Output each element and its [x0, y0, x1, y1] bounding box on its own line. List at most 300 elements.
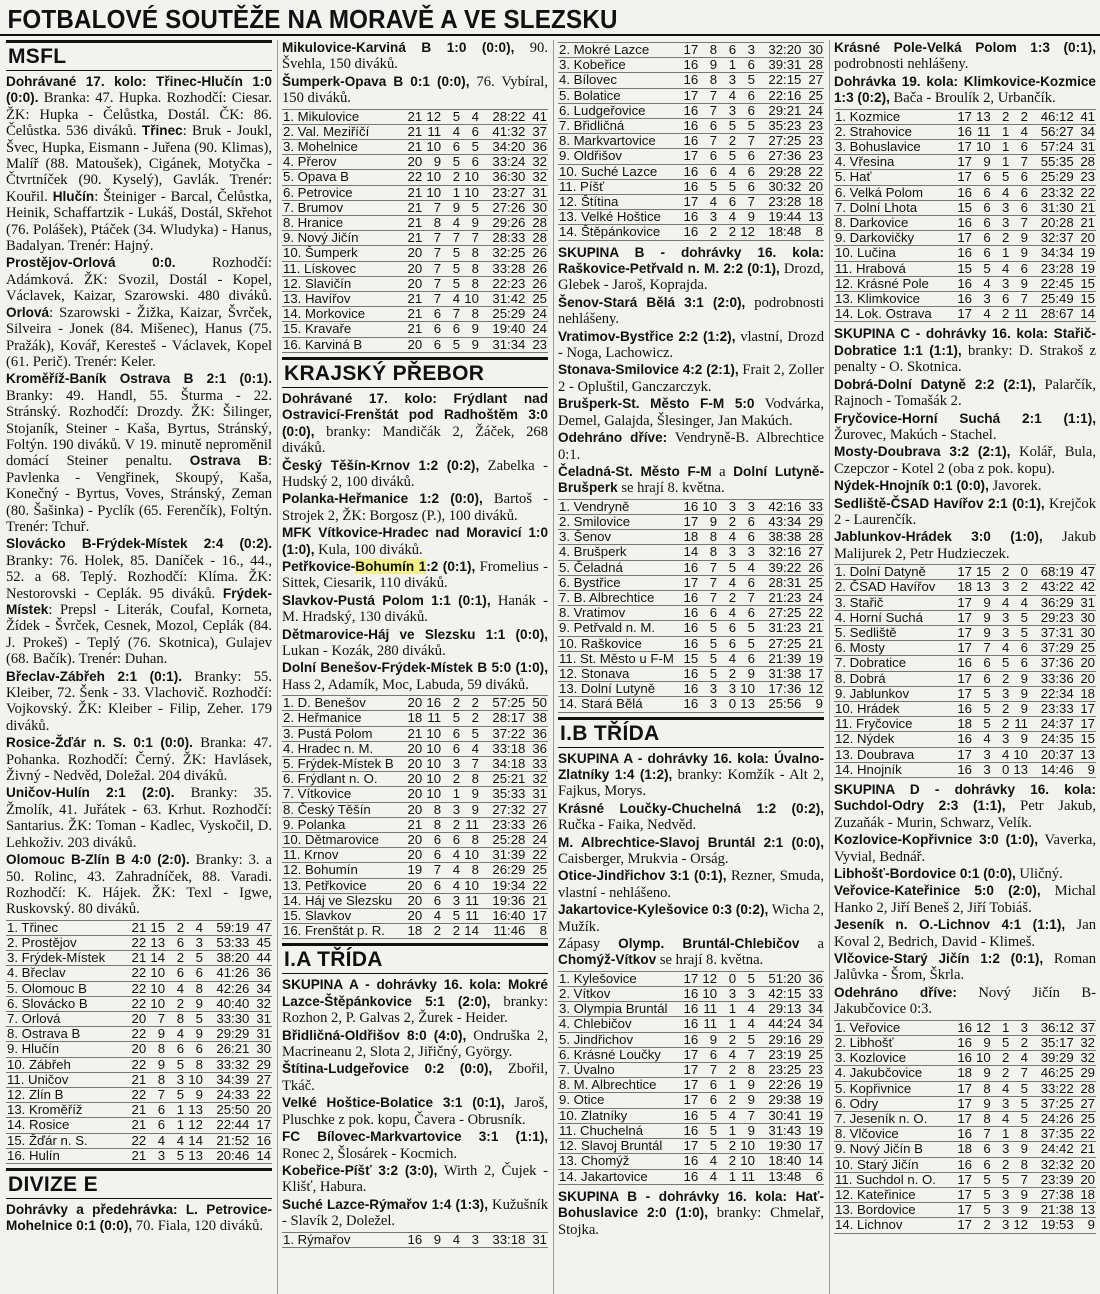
standings-table — [834, 109, 1096, 323]
team-name-cell: 9. Hlučín — [6, 1042, 128, 1057]
losses-cell: 10 — [461, 878, 480, 893]
table-row — [834, 1066, 1096, 1081]
goals-cell: 25:29 — [480, 307, 526, 322]
section-title: I.A TŘÍDA — [282, 943, 548, 974]
losses-cell: 9 — [1010, 1187, 1029, 1202]
team-name-cell: 5. Bolatice — [558, 88, 680, 103]
draws-cell: 5 — [992, 1035, 1011, 1050]
team-name-cell: 2. Heřmanice — [282, 711, 404, 726]
losses-cell: 6 — [1010, 185, 1029, 200]
draws-cell: 4 — [992, 747, 1011, 762]
team-name-cell: 5. Frýdek-Místek B — [282, 757, 404, 772]
goals-cell: 29:23 — [1029, 610, 1075, 625]
losses-cell: 5 — [1010, 625, 1029, 640]
report-text: Vodvárka, Demel, Galajda, Šlesinger, Jan Makúch. — [558, 396, 824, 429]
report-bold-text: Veřovice-Kateřinice 5:0 (2:0), — [834, 883, 1041, 899]
team-name-cell: 8. Hranice — [282, 216, 404, 231]
points-cell: 25 — [802, 88, 824, 103]
team-name-cell: 6. Frýdlant n. O. — [282, 772, 404, 787]
team-name-cell: 10. Starý Jičín — [834, 1157, 954, 1172]
table-row — [834, 170, 1096, 185]
wins-cell: 3 — [699, 682, 718, 697]
table-row — [834, 246, 1096, 261]
losses-cell: 11 — [461, 893, 480, 908]
points-cell: 26 — [526, 817, 548, 832]
report-bold-text: Šumperk-Opava B 0:1 (0:0), — [282, 73, 470, 89]
page-title: FOTBALOVÉ SOUTĚŽE NA MORAVĚ A VE SLEZSKU — [7, 4, 618, 34]
match-report — [6, 74, 272, 254]
report-bold-text: Frýdek-Místek — [6, 585, 272, 617]
report-bold-text: Jakartovice-Kylešovice 0:3 (0:2), — [558, 902, 769, 918]
losses-cell: 9 — [461, 216, 480, 231]
wins-cell: 5 — [699, 621, 718, 636]
report-text: Roman Jalůvka - Šrom, Škrla. — [834, 951, 1096, 984]
team-name-cell: 9. Petřvald n. M. — [558, 621, 680, 636]
goals-cell: 19:53 — [1029, 1218, 1075, 1233]
report-bold-text: Dohrávka 19. kola: Klimkovice-Kozmice 1:3 (0:2), — [834, 73, 1096, 106]
played-cell: 17 — [680, 88, 699, 103]
wins-cell: 6 — [699, 606, 718, 621]
draws-cell: 2 — [442, 817, 461, 832]
played-cell: 17 — [680, 1047, 699, 1062]
played-cell: 16 — [954, 276, 973, 291]
draws-cell: 3 — [718, 987, 737, 1002]
table-row — [558, 514, 824, 529]
played-cell: 16 — [680, 1108, 699, 1123]
report-text: Ručka - Faika, Nedvěd. — [558, 817, 697, 834]
wins-cell: 12 — [423, 109, 442, 124]
played-cell: 16 — [680, 621, 699, 636]
wins-cell: 10 — [147, 966, 166, 981]
losses-cell: 8 — [461, 261, 480, 276]
wins-cell: 5 — [973, 701, 992, 716]
played-cell: 20 — [404, 155, 423, 170]
table-row — [282, 696, 548, 711]
team-name-cell: 12. Kateřinice — [834, 1187, 954, 1202]
match-report — [558, 1189, 824, 1238]
draws-cell: 3 — [718, 73, 737, 88]
draws-cell: 1 — [166, 1118, 185, 1133]
played-cell: 16 — [680, 1154, 699, 1169]
goals-cell: 34:20 — [480, 140, 526, 155]
played-cell: 16 — [954, 701, 973, 716]
team-name-cell: 12. Zlín B — [6, 1087, 128, 1102]
wins-cell: 8 — [147, 1072, 166, 1087]
points-cell: 33 — [526, 757, 548, 772]
report-bold-text: Chomýž-Vítkov — [558, 952, 657, 968]
report-text: 90. Švehla, 150 diváků. — [282, 40, 548, 73]
report-text: Vendryně-B. Albrechtice 0:1. — [558, 430, 824, 463]
match-report — [282, 977, 548, 1026]
report-bold-text: Otice-Jindřichov 3:1 (0:1), — [558, 868, 727, 884]
column-2 — [282, 40, 548, 1294]
played-cell: 14 — [680, 545, 699, 560]
losses-cell: 4 — [461, 741, 480, 756]
table-row — [6, 1148, 272, 1163]
report-bold-text: Mikulovice-Karviná B 1:0 (0:0), — [282, 40, 515, 55]
team-name-cell: 14. Morkovice — [282, 307, 404, 322]
goals-cell: 68:19 — [1029, 565, 1075, 580]
wins-cell: 6 — [423, 848, 442, 863]
table-row — [282, 726, 548, 741]
draws-cell: 7 — [442, 307, 461, 322]
goals-cell: 22:45 — [1029, 276, 1075, 291]
report-bold-text: Brušperk-St. Město F-M 5:0 — [558, 396, 755, 412]
report-bold-text: SKUPINA A - dohrávky 16. kola: Mokré Lazce-Štěpánkovice 5:1 (2:0), — [282, 977, 548, 1009]
losses-cell: 10 — [737, 682, 756, 697]
played-cell: 21 — [404, 216, 423, 231]
table-row — [282, 337, 548, 352]
wins-cell: 5 — [699, 636, 718, 651]
points-cell: 23 — [526, 337, 548, 352]
team-name-cell: 9. Nový Jičín B — [834, 1142, 954, 1157]
report-bold-text: Uničov-Hulín 2:1 (2:0). — [6, 785, 175, 801]
match-report — [558, 396, 824, 429]
report-bold-text: Nýdek-Hnojník 0:1 (0:0), — [834, 478, 989, 494]
table-row — [834, 1218, 1096, 1233]
table-row — [558, 651, 824, 666]
draws-cell: 4 — [718, 530, 737, 545]
goals-cell: 39:31 — [756, 58, 802, 73]
table-row — [558, 58, 824, 73]
report-text: : Šteiniger - Barcal, Čelůstka, Heinik, Schaffartzik - Lukáš, Dostál, Skřehot (76. Polášek), Ptáček (34. Wludyka) - Hanus, Badalyan. Trenér: Hajný. — [6, 188, 272, 255]
team-name-cell: 16. Frenštát p. R. — [282, 924, 404, 939]
wins-cell: 8 — [699, 43, 718, 58]
points-cell: 30 — [1075, 610, 1096, 625]
losses-cell: 7 — [737, 1047, 756, 1062]
team-name-cell: 4. Vřesina — [834, 155, 954, 170]
played-cell: 22 — [128, 966, 147, 981]
wins-cell: 11 — [423, 124, 442, 139]
played-cell: 16 — [680, 590, 699, 605]
team-name-cell: 13. Chomýž — [558, 1154, 680, 1169]
draws-cell: 5 — [166, 1087, 185, 1102]
draws-cell: 3 — [992, 276, 1011, 291]
played-cell: 18 — [954, 717, 973, 732]
wins-cell: 13 — [973, 109, 992, 124]
points-cell: 20 — [802, 179, 824, 194]
points-cell: 36 — [526, 741, 548, 756]
team-name-cell: 3. Bohuslavice — [834, 140, 954, 155]
losses-cell: 13 — [185, 1148, 204, 1163]
draws-cell: 3 — [992, 580, 1011, 595]
report-bold-text: Třinec — [141, 123, 183, 139]
goals-cell: 18:40 — [756, 1154, 802, 1169]
wins-cell: 6 — [973, 200, 992, 215]
report-bold-text: :2 (0:1), — [426, 558, 476, 574]
draws-cell: 3 — [992, 1203, 1011, 1218]
losses-cell: 10 — [185, 1072, 204, 1087]
losses-cell: 6 — [737, 530, 756, 545]
table-row — [282, 307, 548, 322]
team-name-cell: 14. Štěpánkovice — [558, 225, 680, 240]
goals-cell: 37:35 — [1029, 1127, 1075, 1142]
wins-cell: 3 — [147, 1148, 166, 1163]
draws-cell: 3 — [992, 625, 1011, 640]
played-cell: 16 — [680, 697, 699, 712]
table-row — [834, 1096, 1096, 1111]
report-bold-text: SKUPINA D - dohrávky 16. kola: Suchdol-Odry 2:3 (1:1), — [834, 782, 1096, 814]
draws-cell: 2 — [718, 1093, 737, 1108]
losses-cell: 8 — [1010, 1127, 1029, 1142]
losses-cell: 6 — [737, 164, 756, 179]
table-row — [558, 88, 824, 103]
losses-cell: 6 — [737, 179, 756, 194]
team-name-cell: 8. M. Albrechtice — [558, 1078, 680, 1093]
team-name-cell: 3. Mohelnice — [282, 140, 404, 155]
losses-cell: 4 — [1010, 1051, 1029, 1066]
losses-cell: 11 — [1010, 307, 1029, 322]
losses-cell: 5 — [737, 119, 756, 134]
losses-cell: 6 — [1010, 140, 1029, 155]
wins-cell: 6 — [423, 337, 442, 352]
played-cell: 17 — [954, 641, 973, 656]
table-row — [558, 971, 824, 986]
losses-cell: 7 — [1010, 155, 1029, 170]
team-name-cell: 6. Krásné Loučky — [558, 1047, 680, 1062]
losses-cell: 9 — [737, 210, 756, 225]
match-report — [282, 40, 548, 73]
draws-cell: 4 — [718, 1108, 737, 1123]
wins-cell: 8 — [973, 1081, 992, 1096]
team-name-cell: 7. Orlová — [6, 1011, 128, 1026]
team-name-cell: 3. Kobeřice — [558, 58, 680, 73]
goals-cell: 21:39 — [756, 651, 802, 666]
points-cell: 17 — [250, 1118, 272, 1133]
goals-cell: 55:35 — [1029, 155, 1075, 170]
report-bold-text: FC Bílovec-Markvartovice 3:1 (1:1), — [282, 1129, 548, 1145]
played-cell: 21 — [404, 109, 423, 124]
table-row — [558, 1093, 824, 1108]
report-bold-text: Fryčovice-Horní Suchá 2:1 (1:1), — [834, 410, 1096, 426]
team-name-cell: 13. Kroměříž — [6, 1103, 128, 1118]
match-report — [6, 255, 272, 370]
goals-cell: 30:41 — [756, 1108, 802, 1123]
draws-cell: 5 — [166, 1148, 185, 1163]
table-row — [834, 109, 1096, 124]
goals-cell: 11:46 — [480, 924, 526, 939]
table-row — [282, 711, 548, 726]
match-report — [282, 391, 548, 457]
match-report — [6, 669, 272, 735]
draws-cell: 5 — [166, 1057, 185, 1072]
played-cell: 17 — [680, 1063, 699, 1078]
table-row — [282, 787, 548, 802]
team-name-cell: 1. Mikulovice — [282, 109, 404, 124]
losses-cell: 2 — [461, 711, 480, 726]
report-bold-text: Krásné Pole-Velká Polom 1:3 (0:1), — [834, 40, 1096, 55]
played-cell: 21 — [128, 1103, 147, 1118]
losses-cell: 6 — [1010, 200, 1029, 215]
played-cell: 17 — [954, 595, 973, 610]
played-cell: 21 — [404, 200, 423, 215]
team-name-cell: 11. Chuchelná — [558, 1123, 680, 1138]
losses-cell: 3 — [461, 1232, 480, 1247]
points-cell: 25 — [1075, 1111, 1096, 1126]
team-name-cell: 3. Frýdek-Místek — [6, 951, 128, 966]
points-cell: 22 — [802, 606, 824, 621]
wins-cell: 15 — [147, 920, 166, 935]
points-cell: 8 — [526, 924, 548, 939]
points-cell: 13 — [1075, 1203, 1096, 1218]
points-cell: 13 — [1075, 747, 1096, 762]
losses-cell: 9 — [185, 1087, 204, 1102]
played-cell: 16 — [954, 1157, 973, 1172]
draws-cell: 5 — [442, 711, 461, 726]
goals-cell: 53:33 — [204, 935, 250, 950]
points-cell: 20 — [1075, 231, 1096, 246]
played-cell: 16 — [954, 185, 973, 200]
points-cell: 17 — [802, 1139, 824, 1154]
table-row — [558, 73, 824, 88]
draws-cell: 1 — [992, 1127, 1011, 1142]
team-name-cell: 11. Uničov — [6, 1072, 128, 1087]
goals-cell: 25:28 — [480, 833, 526, 848]
draws-cell: 5 — [992, 170, 1011, 185]
losses-cell: 13 — [185, 1103, 204, 1118]
wins-cell: 8 — [423, 817, 442, 832]
draws-cell: 2 — [718, 134, 737, 149]
report-text: Bača - Broulík 2, Urbančík. — [889, 90, 1056, 107]
points-cell: 19 — [1075, 261, 1096, 276]
report-text: Petr Jakub, Zuzaňák - Murin, Schwarz, Velík. — [834, 798, 1096, 831]
losses-cell: 9 — [461, 787, 480, 802]
table-row — [6, 996, 272, 1011]
table-row — [834, 1081, 1096, 1096]
table-row — [834, 276, 1096, 291]
table-row — [834, 641, 1096, 656]
report-text: Zabelka - Hudský 2, 100 diváků. — [282, 457, 548, 490]
goals-cell: 44:24 — [756, 1017, 802, 1032]
goals-cell: 31:30 — [1029, 200, 1075, 215]
wins-cell: 4 — [973, 307, 992, 322]
played-cell: 16 — [404, 1232, 423, 1247]
goals-cell: 38:38 — [756, 530, 802, 545]
match-report — [558, 245, 824, 294]
points-cell: 23 — [802, 134, 824, 149]
losses-cell: 9 — [1010, 1203, 1029, 1218]
table-row — [6, 1072, 272, 1087]
standings-table — [282, 1232, 548, 1248]
table-row — [834, 1142, 1096, 1157]
team-name-cell: 1. Kozmice — [834, 109, 954, 124]
table-row — [558, 666, 824, 681]
report-text: Branky: 35. Žmolík, 41. Juřátek - 63. Krhut. Rozhodčí: Santarius. ŽK: Toman - Kadlec, Vyskočil, D. Lehkoživ. 203 diváků. — [6, 785, 272, 851]
table-row — [834, 625, 1096, 640]
points-cell: 14 — [1075, 307, 1096, 322]
draws-cell: 4 — [718, 1047, 737, 1062]
wins-cell: 6 — [423, 893, 442, 908]
points-cell: 9 — [802, 697, 824, 712]
team-name-cell: 2. Mokré Lazce — [558, 43, 680, 58]
report-text: Žurovec, Makúch - Stachel. — [834, 426, 997, 443]
table-row — [282, 140, 548, 155]
goals-cell: 41:26 — [204, 966, 250, 981]
wins-cell: 8 — [699, 530, 718, 545]
wins-cell: 6 — [699, 149, 718, 164]
draws-cell: 4 — [442, 848, 461, 863]
wins-cell: 7 — [699, 103, 718, 118]
draws-cell: 1 — [718, 1169, 737, 1184]
played-cell: 21 — [404, 817, 423, 832]
played-cell: 20 — [404, 848, 423, 863]
losses-cell: 10 — [461, 170, 480, 185]
draws-cell: 6 — [718, 43, 737, 58]
losses-cell: 6 — [461, 124, 480, 139]
played-cell: 16 — [680, 682, 699, 697]
report-text: Palarčík, Rajnoch - Tomašák 2. — [834, 376, 1096, 410]
goals-cell: 23:33 — [1029, 701, 1075, 716]
draws-cell: 3 — [718, 499, 737, 514]
points-cell: 24 — [526, 833, 548, 848]
team-name-cell: 12. Krásné Pole — [834, 276, 954, 291]
goals-cell: 56:27 — [1029, 124, 1075, 139]
draws-cell: 2 — [992, 231, 1011, 246]
goals-cell: 35:33 — [480, 787, 526, 802]
report-text: a — [799, 936, 824, 953]
goals-cell: 41:32 — [480, 124, 526, 139]
team-name-cell: 14. Háj ve Slezsku — [282, 893, 404, 908]
goals-cell: 40:40 — [204, 996, 250, 1011]
wins-cell: 4 — [973, 732, 992, 747]
report-text: se hrají 8. května. — [656, 952, 764, 969]
played-cell: 21 — [128, 920, 147, 935]
losses-cell: 12 — [185, 1118, 204, 1133]
points-cell: 22 — [1075, 1127, 1096, 1142]
team-name-cell: 8. Vlčovice — [834, 1127, 954, 1142]
table-row — [6, 1027, 272, 1042]
played-cell: 17 — [954, 671, 973, 686]
match-report — [834, 444, 1096, 477]
match-report — [6, 735, 272, 784]
draws-cell: 3 — [992, 610, 1011, 625]
draws-cell: 4 — [992, 595, 1011, 610]
report-text: Ronec 2, Šlosárek - Kocmich. — [282, 1145, 458, 1162]
team-name-cell: 10. Suché Lazce — [558, 164, 680, 179]
wins-cell: 4 — [699, 1154, 718, 1169]
team-name-cell: 9. Darkovičky — [834, 231, 954, 246]
played-cell: 17 — [954, 565, 973, 580]
wins-cell: 8 — [699, 545, 718, 560]
section-title: KRAJSKÝ PŘEBOR — [282, 357, 548, 388]
points-cell: 36 — [802, 971, 824, 986]
points-cell: 21 — [1075, 216, 1096, 231]
team-name-cell: 12. Slavičín — [282, 276, 404, 291]
played-cell: 17 — [954, 1096, 973, 1111]
goals-cell: 20:28 — [1029, 216, 1075, 231]
report-bold-text: Olymp. Bruntál-Chlebičov — [618, 936, 800, 952]
report-text: Zápasy — [558, 936, 619, 953]
table-row — [282, 261, 548, 276]
draws-cell: 5 — [718, 119, 737, 134]
team-name-cell: 4. Bílovec — [558, 73, 680, 88]
wins-cell: 7 — [423, 292, 442, 307]
goals-cell: 31:42 — [480, 292, 526, 307]
played-cell: 21 — [128, 1072, 147, 1087]
goals-cell: 20:37 — [1029, 747, 1075, 762]
wins-cell: 9 — [973, 610, 992, 625]
goals-cell: 33:18 — [480, 741, 526, 756]
draws-cell: 6 — [442, 322, 461, 337]
played-cell: 17 — [954, 1218, 973, 1233]
match-report — [558, 936, 824, 969]
team-name-cell: 10. Zlatníky — [558, 1108, 680, 1123]
losses-cell: 9 — [185, 1027, 204, 1042]
points-cell: 30 — [802, 43, 824, 58]
match-report — [558, 295, 824, 328]
points-cell: 38 — [526, 711, 548, 726]
draws-cell: 2 — [992, 109, 1011, 124]
